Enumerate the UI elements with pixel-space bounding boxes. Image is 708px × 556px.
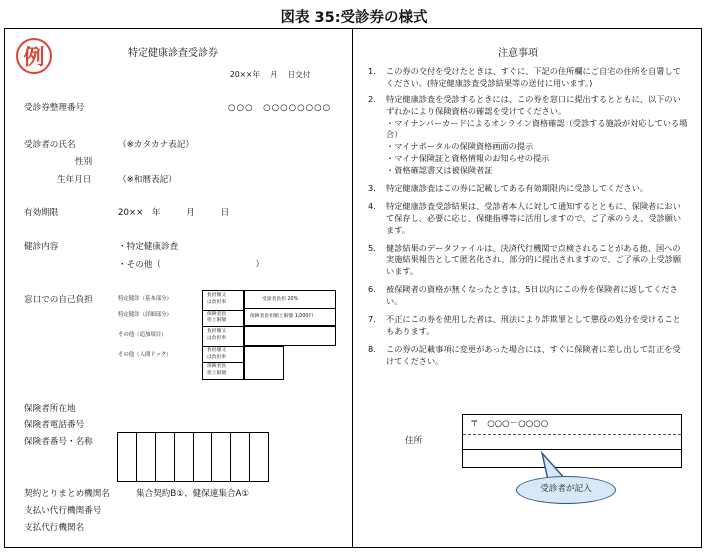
note-item: 8. この券の記載事項に変更があった場合には、すぐに保険者に差し出して訂正を受けてください。 xyxy=(368,343,681,366)
content-item-1: ・特定健康診査 xyxy=(118,242,179,252)
proxy-name-label: 支払代行機関名 xyxy=(24,523,85,533)
voucher-heading: 特定健康診査受診券 xyxy=(128,48,218,59)
note-item: 6. 被保険者の資格が無くなったときは、5日以内にこの券を保険者に返してください。 xyxy=(368,284,678,307)
content-label: 健診内容 xyxy=(24,242,59,252)
digit-box xyxy=(212,433,231,481)
note-item: 1. この券の交付を受けたときは、すぐに、下記の住所欄にご自宅の住所を自署してください。(特定健康診査受診結果等の送付に用います。) xyxy=(368,66,681,88)
note-item: 7. 不正にこの券を使用した者は、刑法により詐欺罪として懲役の処分を受けることもあります。 xyxy=(368,314,681,336)
copay-value-rate: 受診者負担 20% xyxy=(262,297,299,302)
digit-box xyxy=(194,433,213,481)
note-item: 4. 特定健康診査受診結果は、受診者本人に対して通知するとともに、保険者において保存し、必要に応じ、保健指導等に活用しますので、ご了承のうえ、受診願います。 xyxy=(368,200,682,235)
contract-label: 契約とりまとめ機関名 xyxy=(24,489,110,499)
cell-label: は負担率 xyxy=(207,355,227,360)
valid-label: 有効期限 xyxy=(24,208,59,218)
digit-box xyxy=(175,433,194,481)
copay-value-limit: 保険者負担額上限額 1,000円 xyxy=(250,314,314,319)
proxy-number-label: 支払い代行機関番号 xyxy=(24,506,102,516)
cell-label: 負担額又 xyxy=(207,348,227,353)
cell-label: 負担額又 xyxy=(207,329,227,334)
cell-label: は負担率 xyxy=(207,300,227,305)
copay-value-blank xyxy=(244,326,336,346)
note-item: 2. 特定健康診査を受診するときには、この券を窓口に提出するとともに、以下のいずれかにより保険資格の確認を受けてください。 ・マイナンバーカードによるオンライン資格確認（受診する施設が対応している場合） ・マイナポータルの保険資格画面の提示 ・マイナ保険証と資格情報のお知らせの提示 ・資格確認書又は被保険者証 xyxy=(368,93,688,176)
copay-label: 窓口での自己負担 xyxy=(24,295,93,305)
cell-label: は負担率 xyxy=(207,336,227,341)
callout-bubble: 受診者が記入 xyxy=(516,476,616,504)
contract-value: 集合契約B①、健保連集合A① xyxy=(136,489,250,499)
name-label: 受診者の氏名 xyxy=(24,140,76,150)
insurer-number-boxes xyxy=(117,432,269,482)
name-note: （※カタカナ表記） xyxy=(118,140,194,150)
cell-label: 負担額又 xyxy=(207,293,227,298)
note-item: 3. 特定健康診査はこの券に記載してある有効期限内に受診してください。 xyxy=(368,183,649,194)
birth-note: （※和暦表記） xyxy=(118,175,177,185)
copay-row-extra: その他（追加項目） xyxy=(118,332,167,338)
copay-row-detail: 特定健診（詳細部分） xyxy=(118,312,172,318)
digit-box xyxy=(231,433,250,481)
copay-row-dock: その他（人間ドック） xyxy=(118,352,172,358)
cell-label: 担上限額 xyxy=(207,371,227,376)
number-label: 受診券整理番号 xyxy=(24,103,85,113)
copay-value-blank xyxy=(244,346,284,380)
sex-label: 性別 xyxy=(75,157,93,167)
digit-box xyxy=(156,433,175,481)
cell-label: 保険者負 xyxy=(207,364,227,369)
address-label: 住所 xyxy=(405,436,423,446)
page-title: 図表 35:受診券の様式 xyxy=(280,10,428,26)
digit-box xyxy=(137,433,156,481)
note-item: 5. 健診結果のデータファイルは、決済代行機関で点検されることがある他、国への実施結果報告として匿名化され、部分的に提出されますので、ご了承の上受診願います。 xyxy=(368,242,682,277)
digit-box xyxy=(118,433,137,481)
copay-row-basic: 特定健診（基本部分） xyxy=(118,296,172,302)
center-divider xyxy=(352,28,353,548)
notes-list xyxy=(368,66,688,372)
insurer-number-label: 保険者番号・名称 xyxy=(24,437,93,447)
notes-heading: 注意事項 xyxy=(498,48,538,59)
issue-date: 20××年 月 日交付 xyxy=(230,70,311,79)
birth-label: 生年月日 xyxy=(57,175,92,185)
cell-label: 担上限額 xyxy=(207,318,227,323)
insurer-address-label: 保険者所在地 xyxy=(24,404,76,414)
valid-value: 20×× 年 月 日 xyxy=(118,208,230,218)
example-stamp: 例 xyxy=(16,38,52,74)
number-value: ○○○ ○○○○○○○○ xyxy=(228,103,332,113)
insurer-phone-label: 保険者電話番号 xyxy=(24,420,85,430)
digit-box xyxy=(250,433,268,481)
cell-label: 保険者負 xyxy=(207,312,227,317)
postal-code: 〒 ○○○－○○○○ xyxy=(470,419,549,429)
content-item-2: ・その他（ ） xyxy=(118,260,265,270)
